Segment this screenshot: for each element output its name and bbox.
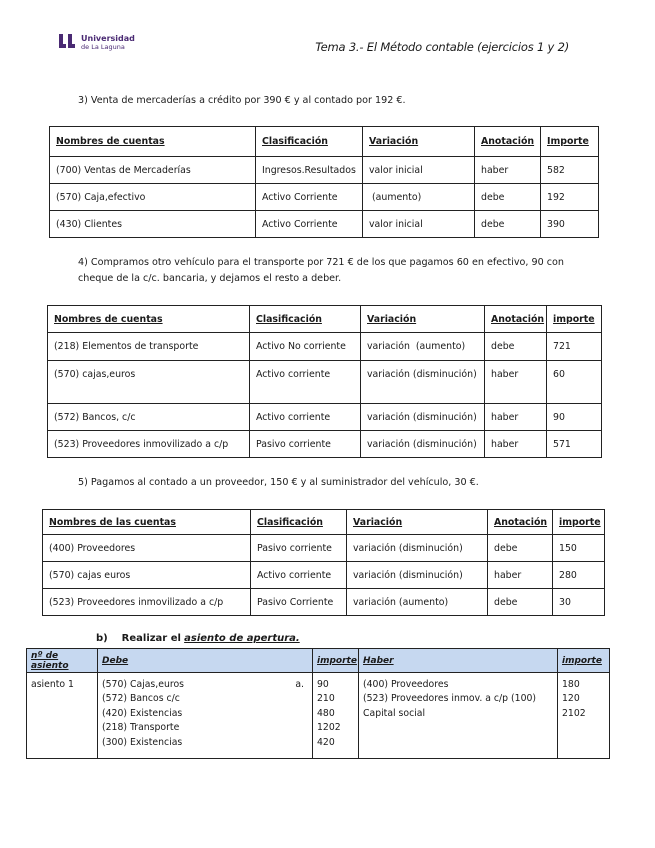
amount: 60 [547, 361, 602, 404]
classification: Activo corriente [250, 361, 361, 404]
amount: 192 [541, 184, 599, 211]
variation: variación (disminución) [361, 431, 485, 458]
annotation: debe [475, 211, 541, 238]
debit-account: (572) Bancos c/c [102, 693, 180, 705]
annotation: haber [485, 431, 547, 458]
debit-account: (218) Transporte [102, 722, 180, 734]
exercise-4-table [47, 305, 602, 458]
table-row [27, 673, 610, 759]
table-row [48, 431, 602, 458]
debit-account: (420) Existencias [102, 707, 183, 719]
classification: Pasivo Corriente [251, 589, 347, 616]
classification: Activo corriente [250, 404, 361, 431]
classification: Ingresos.Resultados [256, 157, 363, 184]
column-header: Nombres de cuentas [50, 127, 256, 157]
classification: Activo Corriente [256, 184, 363, 211]
debit-amount: 480 [317, 707, 335, 719]
column-header: Nombres de cuentas [48, 306, 250, 333]
annotation: haber [485, 404, 547, 431]
table-row [43, 562, 605, 589]
opening-entry-table [26, 648, 610, 759]
university-logo-icon [57, 33, 77, 49]
column-header: Importe [541, 127, 599, 157]
table-header-row [43, 510, 605, 535]
column-header: Clasificación [251, 510, 347, 535]
column-header: Clasificación [256, 127, 363, 157]
credit-amounts [558, 673, 610, 759]
exercise-5-table [42, 509, 605, 616]
column-header: importe [547, 306, 602, 333]
exercise-5-statement: 5) Pagamos al contado a un proveedor, 150 € y al suministrador del vehículo, 30 €. [78, 477, 479, 488]
variation: variación (aumento) [361, 333, 485, 361]
classification: Activo Corriente [256, 211, 363, 238]
variation: valor inicial [363, 211, 475, 238]
page-title: Tema 3.- El Método contable (ejercicios 1 y 2) [315, 40, 569, 54]
amount: 721 [547, 333, 602, 361]
annotation: debe [488, 589, 553, 616]
account-name: (218) Elementos de transporte [48, 333, 250, 361]
variation: valor inicial [363, 157, 475, 184]
column-header: importe [558, 649, 610, 673]
variation: variación (aumento) [347, 589, 488, 616]
variation: variación (disminución) [347, 562, 488, 589]
credit-account: Capital social [363, 707, 426, 719]
account-name: (430) Clientes [50, 211, 256, 238]
annotation: debe [488, 535, 553, 562]
exercise-4-statement [78, 255, 564, 287]
section-b-emphasis: asiento de apertura. [184, 633, 300, 644]
classification: Pasivo corriente [250, 431, 361, 458]
table-row [50, 211, 599, 238]
account-name: (570) cajas euros [43, 562, 251, 589]
annotation: haber [488, 562, 553, 589]
debit-amounts [313, 673, 359, 759]
exercise-4-statement-line: cheque de la c/c. bancaria, y dejamos el resto a deber. [78, 273, 342, 284]
debit-accounts [98, 673, 313, 759]
column-header: Variación [347, 510, 488, 535]
annotation: haber [475, 157, 541, 184]
debit-account: (570) Cajas,euros [102, 679, 184, 690]
debit-amount: 90 [317, 679, 329, 690]
column-header: Anotación [475, 127, 541, 157]
annotation: debe [485, 333, 547, 361]
logo-name: Universidad [81, 34, 135, 43]
credit-accounts [359, 673, 558, 759]
credit-amount: 2102 [562, 707, 586, 719]
table-header-row [50, 127, 599, 157]
table-row [48, 333, 602, 361]
amount: 150 [553, 535, 605, 562]
logo-subname: de La Laguna [81, 43, 125, 51]
account-name: (570) Caja,efectivo [50, 184, 256, 211]
column-header: Nombres de las cuentas [43, 510, 251, 535]
variation: variación (disminución) [347, 535, 488, 562]
amount: 571 [547, 431, 602, 458]
column-header: importe [313, 649, 359, 673]
table-row [50, 157, 599, 184]
exercise-3-table [49, 126, 599, 238]
annotation: haber [485, 361, 547, 404]
table-row [43, 535, 605, 562]
table-header-row [27, 649, 610, 673]
section-b-label: b) Realizar el [96, 633, 181, 644]
amount: 390 [541, 211, 599, 238]
amount: 582 [541, 157, 599, 184]
classification: Activo corriente [251, 562, 347, 589]
credit-amount: 120 [562, 693, 580, 705]
debit-account: (300) Existencias [102, 736, 183, 748]
column-header: Variación [361, 306, 485, 333]
table-row [48, 404, 602, 431]
entry-number: asiento 1 [27, 673, 98, 759]
column-header: Clasificación [250, 306, 361, 333]
credit-account: (400) Proveedores [363, 679, 449, 690]
annotation: debe [475, 184, 541, 211]
credit-amount: 180 [562, 679, 580, 690]
exercise-3-statement: 3) Venta de mercaderías a crédito por 390 € y al contado por 192 €. [78, 95, 406, 106]
column-header: Variación [363, 127, 475, 157]
account-name: (400) Proveedores [43, 535, 251, 562]
debit-marker: a. [295, 679, 304, 690]
variation: variación (disminución) [361, 361, 485, 404]
account-name: (700) Ventas de Mercaderías [50, 157, 256, 184]
table-row [50, 184, 599, 211]
amount: 280 [553, 562, 605, 589]
column-header: importe [553, 510, 605, 535]
debit-amount: 210 [317, 693, 335, 705]
column-header: Haber [359, 649, 558, 673]
variation: (aumento) [363, 184, 475, 211]
section-b-heading [96, 633, 300, 644]
column-header: Anotación [485, 306, 547, 333]
classification: Pasivo corriente [251, 535, 347, 562]
account-name: (572) Bancos, c/c [48, 404, 250, 431]
credit-account: (523) Proveedores inmov. a c/p (100) [363, 693, 537, 705]
table-row [43, 589, 605, 616]
table-header-row [48, 306, 602, 333]
column-header: nº de asiento [27, 649, 98, 673]
classification: Activo No corriente [250, 333, 361, 361]
exercise-4-statement-line: 4) Compramos otro vehículo para el transporte por 721 € de los que pagamos 60 en efectivo, 90 con [78, 257, 564, 268]
debit-amount: 420 [317, 736, 335, 748]
variation: variación (disminución) [361, 404, 485, 431]
amount: 90 [547, 404, 602, 431]
account-name: (523) Proveedores inmovilizado a c/p [48, 431, 250, 458]
column-header: Anotación [488, 510, 553, 535]
table-row [48, 361, 602, 404]
column-header: Debe [98, 649, 313, 673]
account-name: (523) Proveedores inmovilizado a c/p [43, 589, 251, 616]
account-name: (570) cajas,euros [48, 361, 250, 404]
amount: 30 [553, 589, 605, 616]
debit-amount: 1202 [317, 722, 341, 734]
